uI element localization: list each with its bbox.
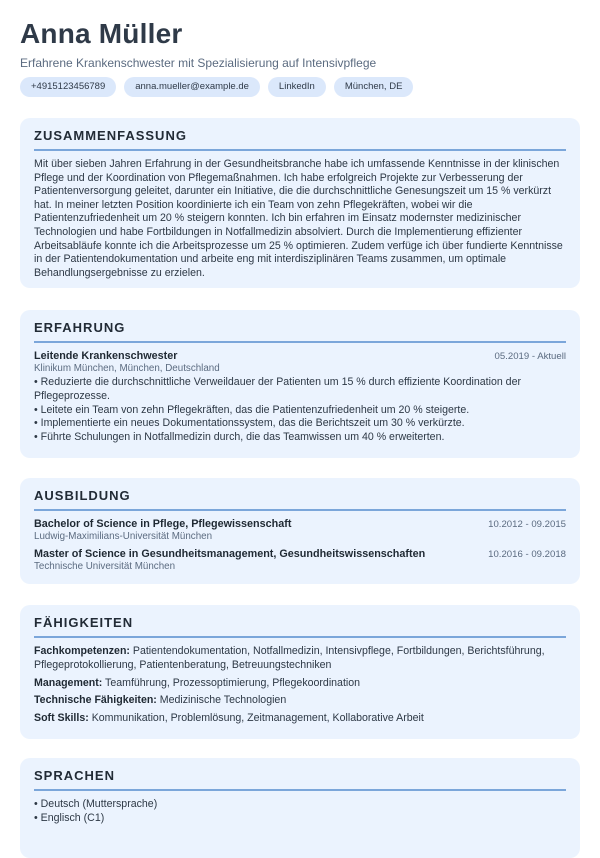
job-entry [34,350,566,445]
education-school: Ludwig-Maximilians-Universität München [34,531,213,542]
job-employer: Klinikum München, München, Deutschland [34,363,220,374]
list-item: • Reduzierte die durchschnittliche Verweildauer der Patienten um 15 % durch effiziente Koordination der Pflegeprozesse. [34,376,521,402]
language-list [34,798,566,826]
section-divider [34,341,566,343]
job-title: Leitende Krankenschwester [34,350,178,362]
education-degree: Bachelor of Science in Pflege, Pflegewissenschaft [34,518,292,530]
contact-list [20,77,413,97]
skill-label: Soft Skills: [34,712,89,725]
education-date: 10.2016 - 09.2018 [488,549,566,560]
location-pill: München, DE [334,77,414,97]
linkedin-pill[interactable]: LinkedIn [268,77,326,97]
section-divider [34,636,566,638]
section-divider [34,509,566,511]
experience-section [20,310,580,458]
skill-row [34,712,566,726]
skill-row [34,677,566,691]
list-item: • Leitete ein Team von zehn Pflegekräften, das die Patientenzufriedenheit um 20 % steigerte. [34,403,470,416]
job-date: 05.2019 - Aktuell [494,351,566,362]
skill-row [34,694,566,708]
summary-section [20,118,580,288]
skill-value: Teamführung, Prozessoptimierung, Pflegekoordination [105,676,361,689]
section-divider [34,789,566,791]
education-date: 10.2012 - 09.2015 [488,519,566,530]
section-heading: AUSBILDUNG [34,488,131,503]
section-heading: ZUSAMMENFASSUNG [34,128,187,143]
languages-section [20,758,580,858]
skill-value: Medizinische Technologien [159,694,287,707]
education-entry [34,548,566,573]
skill-label: Management: [34,676,103,689]
education-section [20,478,580,584]
section-heading: ERFAHRUNG [34,320,126,335]
section-divider [34,149,566,151]
education-entry [34,518,566,543]
job-bullets [34,376,566,445]
list-item: • Englisch (C1) [34,811,105,824]
skill-value: Kommunikation, Problemlösung, Zeitmanagement, Kollaborative Arbeit [91,712,424,725]
skill-label: Fachkompetenzen: [34,645,130,657]
list-item: • Führte Schulungen in Notfallmedizin durch, die das Teamwissen um 40 % erweiterten. [34,431,445,444]
section-heading: FÄHIGKEITEN [34,615,134,630]
skill-row [34,645,566,673]
candidate-name: Anna Müller [20,18,183,49]
summary-text: Mit über sieben Jahren Erfahrung in der Gesundheitsbranche habe ich umfassende Kenntnisse in der klinischen Pflege und der Koordination von Pflegemaßnahmen. Ich habe erfolgreich Projekte zur Verbesserung der Patientenversorgung geleitet, darunter ein Initiative, die die durchschnittliche Genesungszeit um 15 % verkürzt hat. In meiner letzten Position koordinierte ich ein Team von zehn Pflegekräften, wobei wir die Patientenzufriedenheit um 20 % steigern konnten. Ich bin erfahren im Einsatz modernster medizinischer Technologien und habe Fortbildungen in Notfallmedizin absolviert. Durch die Implementierung effizienter Arbeitsabläufe konnte ich die Arbeitsprozesse um 25 % optimieren. Zudem verfüge ich über fundierte Kenntnisse in der Patientendokumentation und arbeite eng mit interdisziplinären Teams zusammen, um optimale Behandlungsergebnisse zu erzielen. [34,158,563,279]
section-heading: SPRACHEN [34,768,115,783]
email-pill[interactable]: anna.mueller@example.de [124,77,260,97]
education-degree: Master of Science in Gesundheitsmanagement, Gesundheitswissenschaften [34,548,426,560]
candidate-title: Erfahrene Krankenschwester mit Spezialisierung auf Intensivpflege [20,56,377,70]
skill-value: Patientendokumentation, Notfallmedizin, Intensivpflege, Fortbildungen, Berichtsführung, Pflegeprotokollierung, Patientenberatung, Betreuungstechniken [34,645,545,671]
list-item: • Deutsch (Muttersprache) [34,798,158,810]
list-item: • Implementierte ein neues Dokumentationssystem, das die Berichtszeit um 30 % verkürzte. [34,417,465,430]
skills-section [20,605,580,739]
phone-pill[interactable]: +4915123456789 [20,77,116,97]
education-school: Technische Universität München [34,561,176,572]
skill-label: Technische Fähigkeiten: [34,694,157,707]
